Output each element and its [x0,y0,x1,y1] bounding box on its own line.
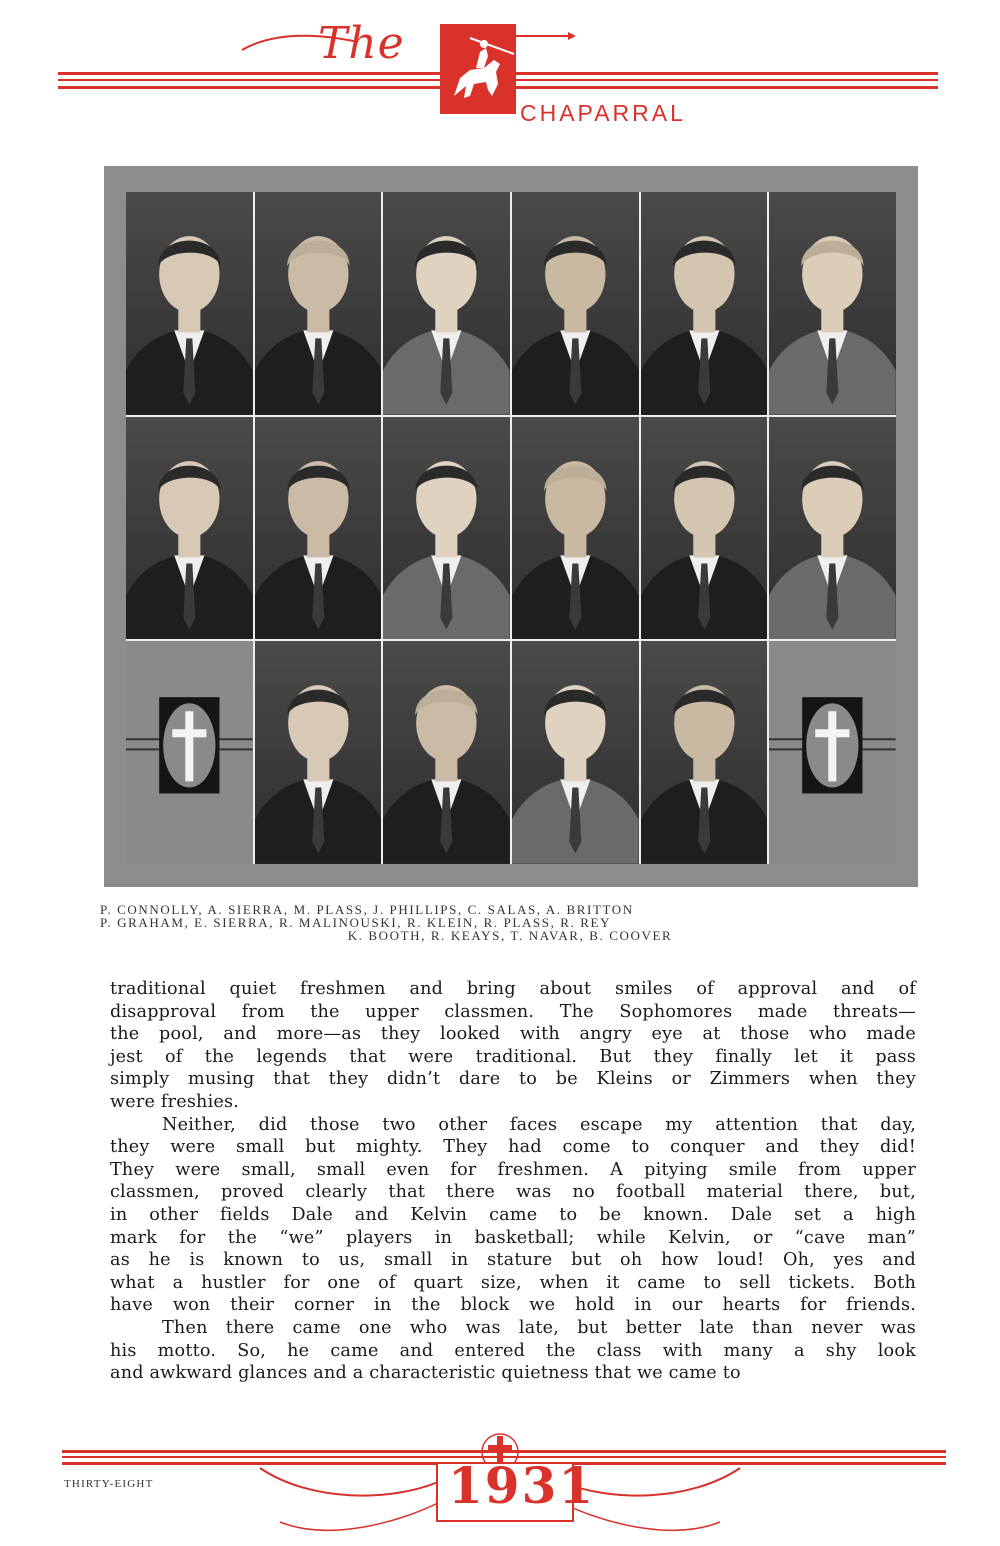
student-portrait [512,641,639,864]
student-portrait [126,192,253,415]
student-portrait [641,417,768,640]
horseman-emblem-logo [440,24,516,114]
student-portrait [512,417,639,640]
caption-line: P. CONNOLLY, A. SIERRA, M. PLASS, J. PHILLIPS, C. SALAS, A. BRITTON [100,902,634,917]
body-line: his motto. So, he came and entered the class with many a shy look [110,1340,916,1361]
student-portrait [383,192,510,415]
body-line: and awkward glances and a characteristic quietness that we came to [110,1363,741,1384]
lance-ornament [516,30,576,42]
student-portrait [769,417,896,640]
body-line: what a hustler for one of quart size, when it came to sell tickets. Both [110,1272,916,1293]
student-portrait [126,417,253,640]
header-script-title: The [318,18,405,69]
student-portrait [255,417,382,640]
body-line: traditional quiet freshmen and bring about smiles of approval and of [110,979,916,999]
page-folio: THIRTY-EIGHT [64,1478,154,1490]
body-line: as he is known to us, small in stature but oh how loud! Oh, yes and [110,1250,916,1271]
student-portrait [383,417,510,640]
student-portrait [383,641,510,864]
body-line: were freshies. [110,1091,240,1112]
body-line: simply musing that they didn’t dare to be Kleins or Zimmers when they [110,1069,916,1090]
body-line: They were small, small even for freshmen. A pitying smile from upper [110,1159,916,1180]
body-line: classmen, proved clearly that there was no football material there, but, [110,1182,916,1203]
footer-year: 1931 [448,1456,596,1515]
student-portrait [255,192,382,415]
cross-emblem-panel [126,641,253,864]
body-line: jest of the legends that were traditional. But they finally let it pass [110,1046,916,1067]
student-portrait [512,192,639,415]
body-line: Neither, did those two other faces escape my attention that day, [162,1114,916,1135]
portrait-grid [126,192,896,864]
cross-emblem-panel [769,641,896,864]
caption-line: K. BOOTH, R. KEAYS, T. NAVAR, B. COOVER [347,928,673,943]
body-line: mark for the “we” players in basketball; while Kelvin, or “cave man” [110,1227,916,1248]
body-line: have won their corner in the block we hold in our hearts for friends. [110,1295,916,1316]
student-portrait [641,641,768,864]
class-photo-panel [104,166,918,887]
student-portrait [641,192,768,415]
photo-caption [100,903,920,942]
student-portrait [255,641,382,864]
body-line: in other fields Dale and Kelvin came to be known. Dale set a high [110,1204,916,1225]
student-portrait [769,192,896,415]
header-subtitle: CHAPARRAL [520,100,686,126]
body-line: disapproval from the upper classmen. The Sophomores made threats— [110,1001,916,1022]
body-line: the pool, and more—as they looked with angry eye at those who made [110,1024,916,1045]
body-line: Then there came one who was late, but better late than never was [162,1317,916,1338]
caption-line: P. GRAHAM, E. SIERRA, R. MALINOUSKI, R. KLEIN, R. PLASS, R. REY [100,915,612,930]
article-body [110,978,916,1385]
body-line: they were small but mighty. They had come to conquer and they did! [110,1137,916,1158]
